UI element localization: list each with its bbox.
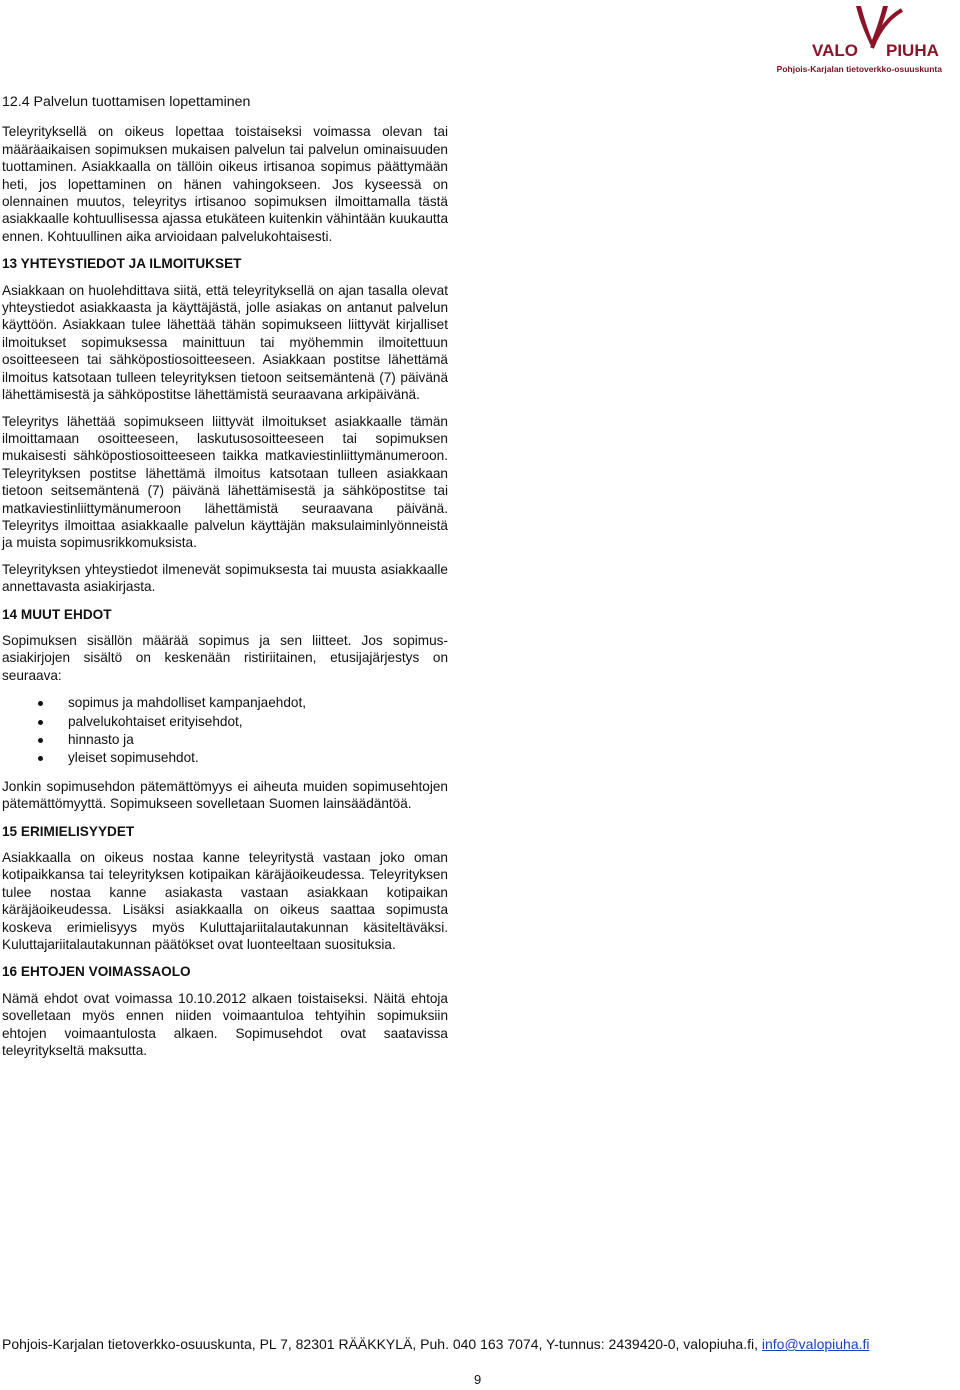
- priority-list: [2, 694, 448, 768]
- logo-text-left: VALO: [812, 41, 858, 60]
- list-item: [2, 713, 448, 731]
- valopiuha-logo: [776, 2, 952, 76]
- list-item-text: yleiset sopimusehdot.: [68, 750, 199, 766]
- section-14-heading: 14 MUUT EHDOT: [2, 606, 112, 622]
- section-13-paragraph-1: Asiakkaan on huolehdittava siitä, että teleyrityksellä on ajan tasalla olevat yhteystiedot asiakkaasta ja käyttäjästä, jolle asiakas on antanut palvelun käyttöön. Asiakkaan tulee lähettää tähän sopimukseen liittyvät kirjalliset ilmoitukset sopimuksessa mainittuun tai myöhemmin ilmoitettuun osoitteeseen tai sähköpostiosoitteeseen. Asiakkaan postitse lähettämä ilmoitus katsotaan tulleen teleyrityksen tietoon seitsemäntenä (7) päivänä lähettämisestä ja sähköpostitse lähettämistä seuraavana arkipäivänä.: [2, 282, 448, 403]
- bullet-icon: [38, 720, 43, 725]
- section-15-paragraph: Asiakkaalla on oikeus nostaa kanne teleyritystä vastaan joko oman kotipaikkansa tai teleyrityksen kotipaikan käräjäoikeudessa. Teleyrityksen tulee nostaa kanne asiakasta vastaan asiakkaan kotipaikan käräjäoikeudessa. Lisäksi asiakkaalla on oikeus saattaa sopimusta koskeva erimielisyys myös Kuluttajariitalautakunnan käsiteltäväksi. Kuluttajariitalautakunnan päätökset ovat luonteeltaan suosituksia.: [2, 850, 448, 953]
- footer-email-link[interactable]: info@valopiuha.fi: [761, 1336, 870, 1352]
- section-12-4-paragraph: Teleyrityksellä on oikeus lopettaa toistaiseksi voimassa olevan tai määräaikaisen sopimuksen mukaisen palvelun tai palvelun ominaisuuden tuottaminen. Asiakkaalla on tällöin oikeus irtisanoa sopimus päättymään heti, jos lopettaminen on hänen vahingokseen. Jos kyseessä on olennainen muutos, teleyritys irtisanoo sopimuksen ilmoittamalla tästä asiakkaalle kohtuullisessa ajassa etukäteen kuitenkin vähintään kuukautta ennen. Kohtuullinen aika arvioidaan palvelukohtaisesti.: [2, 124, 448, 244]
- list-item: [2, 731, 448, 749]
- document-body: [2, 94, 448, 1060]
- logo-text-right: PIUHA: [886, 41, 939, 60]
- bullet-icon: [38, 701, 43, 706]
- footer-address: Pohjois-Karjalan tietoverkko-osuuskunta, PL 7, 82301 RÄÄKKYLÄ, Puh. 040 163 7074, Y-tunnus: 2439420-0, valopiuha.fi,: [2, 1336, 762, 1352]
- page-footer: [2, 1336, 942, 1352]
- list-item-text: sopimus ja mahdolliset kampanjaehdot,: [68, 695, 307, 711]
- section-13-heading: 13 YHTEYSTIEDOT JA ILMOITUKSET: [2, 256, 242, 272]
- section-13-paragraph-3: Teleyrityksen yhteystiedot ilmenevät sopimuksesta tai muusta asiakkaalle annettavasta asiakirjasta.: [2, 561, 448, 595]
- section-14-paragraph-1: Sopimuksen sisällön määrää sopimus ja sen liitteet. Jos sopimusasiakirjojen sisältö on keskenään ristiriitainen, etusijajärjestys on seuraava:: [2, 632, 448, 683]
- section-14-paragraph-2: Jonkin sopimusehdon pätemättömyys ei aiheuta muiden sopimusehtojen pätemättömyyttä. Sopimukseen sovelletaan Suomen lainsäädäntöä.: [2, 778, 448, 812]
- section-16-paragraph: Nämä ehdot ovat voimassa 10.10.2012 alkaen toistaiseksi. Näitä ehtoja sovelletaan myös ennen niiden voimaantuloa tehtyihin sopimuksiin ehtojen voimaantulosta alkaen. Sopimusehdot ovat saatavissa teleyritykseltä maksutta.: [2, 990, 448, 1059]
- list-item: [2, 749, 448, 767]
- list-item-text: hinnasto ja: [68, 732, 134, 747]
- bullet-icon: [38, 738, 43, 743]
- section-15-heading: 15 ERIMIELISYYDET: [2, 823, 135, 839]
- list-item-text: palvelukohtaiset erityisehdot,: [68, 713, 243, 729]
- list-item: [2, 694, 448, 712]
- logo-graphic: [792, 2, 952, 64]
- section-16-heading: 16 EHTOJEN VOIMASSAOLO: [2, 964, 191, 980]
- bullet-icon: [38, 756, 43, 761]
- section-12-4-heading: 12.4 Palvelun tuottamisen lopettaminen: [2, 94, 251, 110]
- page-number: 9: [474, 1372, 482, 1387]
- section-13-paragraph-2: Teleyritys lähettää sopimukseen liittyvät ilmoitukset asiakkaalle tämän ilmoittamaan osoitteeseen, laskutusosoitteeseen tai sopimuksen mukaisesti sähköpostiosoitteeseen taikka matkaviestinliittymänumeroon. Teleyrityksen postitse lähettämä ilmoitus katsotaan tulleen asiakkaan tietoon seitsemäntenä (7) päivänä lähettämisestä ja sähköpostitse tai matkaviestinliittymänumeroon lähettämistä seuraavana päivänä. Teleyritys ilmoittaa asiakkaalle palvelun käyttäjän maksulaiminlyönneistä ja muista sopimusrikkomuksista.: [2, 413, 448, 551]
- logo-subtitle: Pohjois-Karjalan tietoverkko-osuuskunta: [776, 64, 942, 74]
